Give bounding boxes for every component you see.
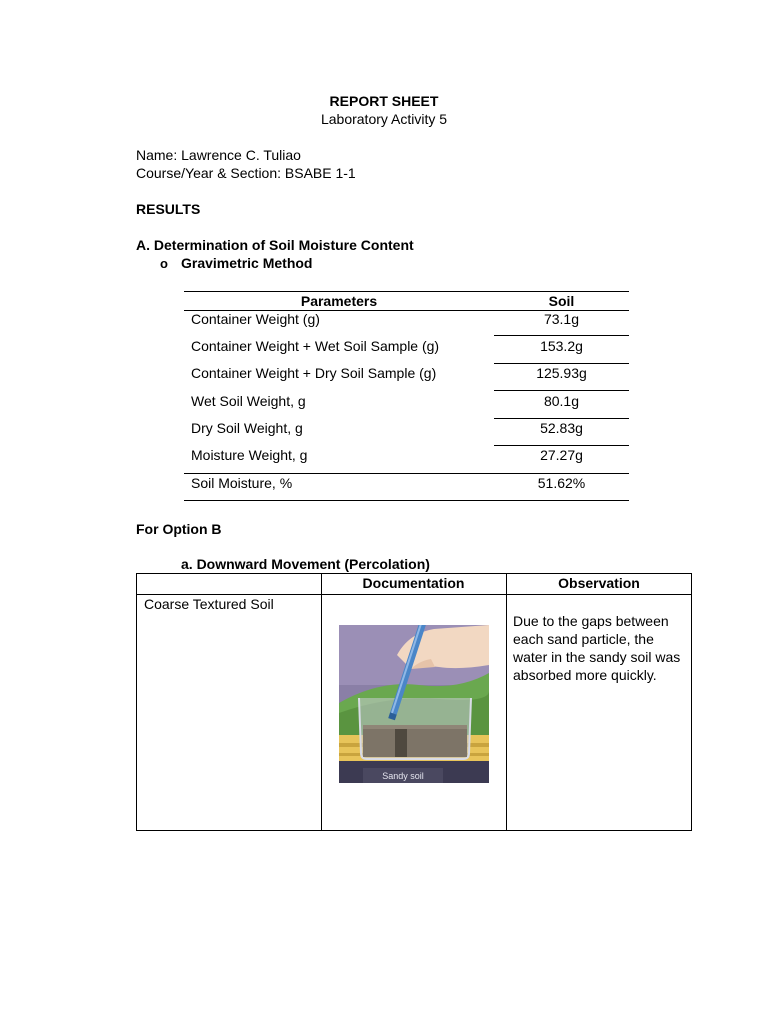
header-soil: Soil	[548, 293, 575, 309]
param-cell: Container Weight + Dry Soil Sample (g)	[191, 365, 437, 381]
soil-cell: 27.27g	[540, 447, 583, 463]
student-name: Name: Lawrence C. Tuliao	[136, 147, 301, 163]
column-divider	[506, 574, 507, 830]
row-divider	[494, 445, 629, 446]
soil-cell: 73.1g	[543, 311, 580, 327]
results-heading: RESULTS	[136, 201, 201, 217]
param-cell: Container Weight + Wet Soil Sample (g)	[191, 338, 440, 354]
param-cell: Dry Soil Weight, g	[191, 420, 303, 436]
soil-cell: 80.1g	[543, 393, 580, 409]
column-divider	[321, 574, 322, 830]
header-divider	[137, 594, 691, 595]
row-divider	[184, 473, 629, 474]
bullet-icon: o	[160, 256, 168, 271]
row-label: Coarse Textured Soil	[144, 596, 274, 612]
header-parameters: Parameters	[300, 293, 378, 309]
header-observation: Observation	[558, 575, 640, 591]
param-cell: Soil Moisture, %	[191, 475, 293, 491]
soil-cell: 52.83g	[540, 420, 583, 436]
row-divider	[494, 390, 629, 391]
row-divider	[494, 418, 629, 419]
method-label: Gravimetric Method	[181, 255, 313, 271]
report-title: REPORT SHEET	[329, 93, 439, 109]
soil-cell: 51.62%	[537, 475, 586, 491]
student-course: Course/Year & Section: BSABE 1-1	[136, 165, 356, 181]
row-divider	[494, 335, 629, 336]
image-caption: Sandy soil	[382, 771, 424, 781]
header-documentation: Documentation	[362, 575, 465, 591]
row-divider	[494, 363, 629, 364]
param-cell: Moisture Weight, g	[191, 447, 308, 463]
report-subtitle: Laboratory Activity 5	[320, 111, 448, 127]
soil-cell: 125.93g	[536, 365, 587, 381]
observation-text: Due to the gaps between each sand particle, the water in the sandy soil was absorbed more quickly.	[513, 613, 681, 683]
section-a-heading: A. Determination of Soil Moisture Content	[136, 237, 414, 253]
table-bottom-border	[184, 500, 629, 501]
option-b-heading: For Option B	[136, 521, 222, 537]
option-b-subheading: a. Downward Movement (Percolation)	[181, 556, 430, 572]
param-cell: Wet Soil Weight, g	[191, 393, 306, 409]
percolation-table	[136, 573, 692, 831]
soil-cell: 153.2g	[540, 338, 583, 354]
sandy-soil-image	[339, 625, 489, 783]
table-header	[184, 291, 629, 311]
param-cell: Container Weight (g)	[191, 311, 320, 327]
